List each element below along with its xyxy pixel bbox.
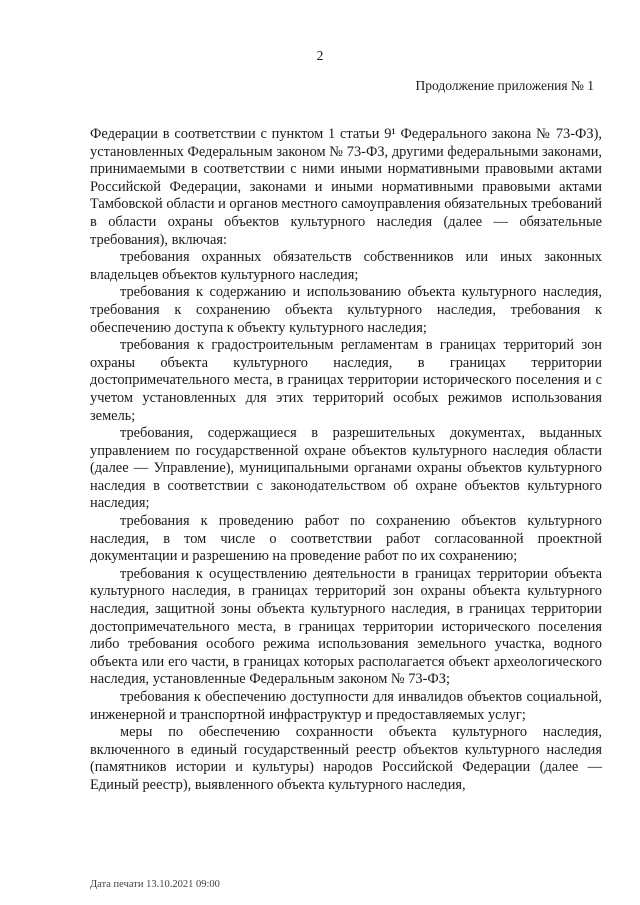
paragraph: требования к проведению работ по сохранению объектов культурного наследия, в том числе о соответствии работ согласованной проектной документации и разрешению на проведение работ по их сохранению; [90,513,602,565]
paragraph: требования к обеспечению доступности для инвалидов объектов социальной, инженерной и транспортной инфраструктур и предоставляемых услуг; [90,689,602,723]
paragraph: требования, содержащиеся в разрешительных документах, выданных управлением по государственной охране объектов культурного наследия области (далее — Управление), муниципальными органами охраны объектов культурного наследия в соответствии с законодательством об охране объектов культурного наследия; [90,425,602,512]
continuation-label: Продолжение приложения № 1 [415,78,594,93]
page-number: 2 [316,48,324,63]
document-body [90,126,602,795]
paragraph: Федерации в соответствии с пунктом 1 статьи 9¹ Федерального закона № 73-ФЗ), установленных Федеральным законом № 73-ФЗ, другими федеральными законами, принимаемыми в соответствии с ними иными нормативными правовыми актами Российской Федерации, законами и иными нормативными правовыми актами Тамбовской области и органов местного самоуправления обязательных требований в области охраны объектов культурного наследия (далее — обязательные требования), включая: [90,126,602,248]
paragraph: требования к градостроительным регламентам в границах территорий зон охраны объекта культурного наследия, в границах территории достопримечательного места, в границах территории исторического поселения и с учетом установленных для этих территорий особых режимов использования земель; [90,337,602,424]
paragraph: требования охранных обязательств собственников или иных законных владельцев объектов культурного наследия; [90,249,602,283]
paragraph: меры по обеспечению сохранности объекта культурного наследия, включенного в единый государственный реестр объектов культурного наследия (памятников истории и культуры) народов Российской Федерации (далее — Единый реестр), выявленного объекта культурного наследия, [90,724,602,793]
print-date: Дата печати 13.10.2021 09:00 [90,879,220,890]
paragraph: требования к осуществлению деятельности в границах территории объекта культурного наследия, в границах территорий зон охраны объекта культурного наследия, защитной зоны объекта культурного наследия, в границах территории достопримечательного места, в границах территории исторического поселения либо требования особого режима использования земельного участка, водного объекта или его части, в границах которых располагается объект археологического наследия, установленные Федеральным законом № 73-ФЗ; [90,565,602,688]
paragraph: требования к содержанию и использованию объекта культурного наследия, требования к сохранению объекта культурного наследия, требования к обеспечению доступа к объекту культурного наследия; [90,284,602,336]
